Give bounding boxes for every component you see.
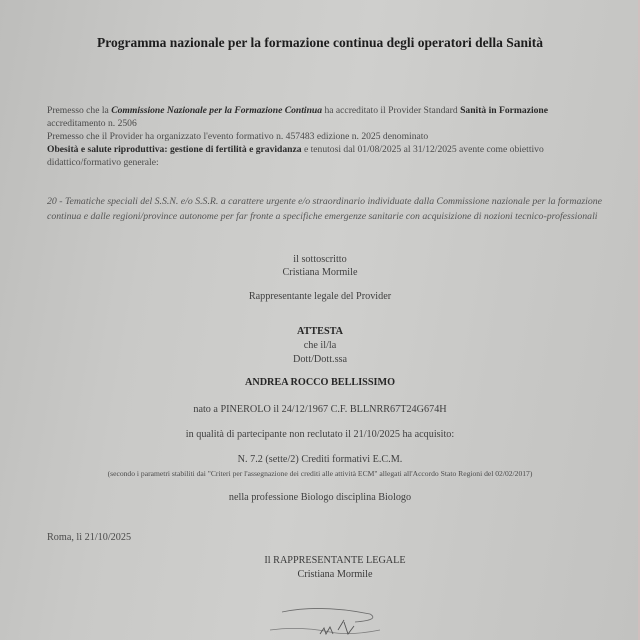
- training-objective: 20 - Tematiche speciali del S.S.N. e/o S.S.R. a carattere urgente e/o straordinario individuate dalla Commissione nazionale per la formazione continua e dalle regioni/province autonome per far fronte a specifiche emergenze sanitarie con acquisizione di nozioni tecnico-professionali: [47, 196, 603, 222]
- accreditation-number: accreditamento n. 2506: [47, 118, 137, 129]
- undersigned-name: Cristiana Mormile: [282, 267, 358, 278]
- event-intro-text: Premesso che il Provider ha organizzato l'evento formativo n. 457483 edizione n. 2025 denominato: [47, 131, 429, 142]
- signatory-title: Il RAPPRESENTANTE LEGALE: [264, 555, 406, 566]
- birth-details: nato a PINEROLO il 24/12/1967 C.F. BLLNRR67T24G674H: [193, 404, 447, 415]
- provider-name: Sanità in Formazione: [460, 105, 549, 116]
- signatory-name: Cristiana Mormile: [297, 569, 373, 580]
- participation-line: in qualità di partecipante non reclutato il 21/10/2025 ha acquisito:: [185, 429, 455, 440]
- undersigned-role: Rappresentante legale del Provider: [248, 291, 392, 302]
- handwritten-signature-icon: [260, 600, 400, 640]
- credits-note: (secondo i parametri stabiliti dai "Criteri per l'assegnazione dei crediti alle attività ECM" allegati all'Accordo Stato Regioni del 02/02/2017): [107, 469, 533, 478]
- credits-line: N. 7.2 (sette/2) Crediti formativi E.C.M.: [237, 454, 403, 465]
- profession-line: nella professione Biologo disciplina Biologo: [228, 492, 412, 503]
- undersigned-label: il sottoscritto: [293, 254, 347, 265]
- intro-paragraph-event: [47, 130, 607, 169]
- event-name: Obesità e salute riproduttiva: gestione di fertilità e gravidanza: [47, 144, 302, 155]
- attesta-heading: ATTESTA: [296, 326, 344, 337]
- place-date: Roma, lì 21/10/2025: [47, 532, 132, 543]
- intro-text: ha accreditato il Provider Standard: [322, 105, 461, 116]
- commission-name: Commissione Nazionale per la Formazione Continua: [111, 105, 323, 116]
- title-label: Dott/Dott.ssa: [292, 354, 348, 365]
- participant-name: ANDREA ROCCO BELLISSIMO: [244, 377, 395, 388]
- intro-text: Premesso che la: [47, 105, 112, 116]
- che-label: che il/la: [303, 340, 337, 351]
- document-title: Programma nazionale per la formazione continua degli operatori della Sanità: [96, 35, 544, 50]
- event-dates-text: e tenutosi dal 01/08/2025 al 31/12/2025 avente come obiettivo didattico/formativo generale:: [47, 144, 544, 168]
- intro-paragraph-provider: [47, 104, 607, 130]
- intro-section: [47, 104, 607, 169]
